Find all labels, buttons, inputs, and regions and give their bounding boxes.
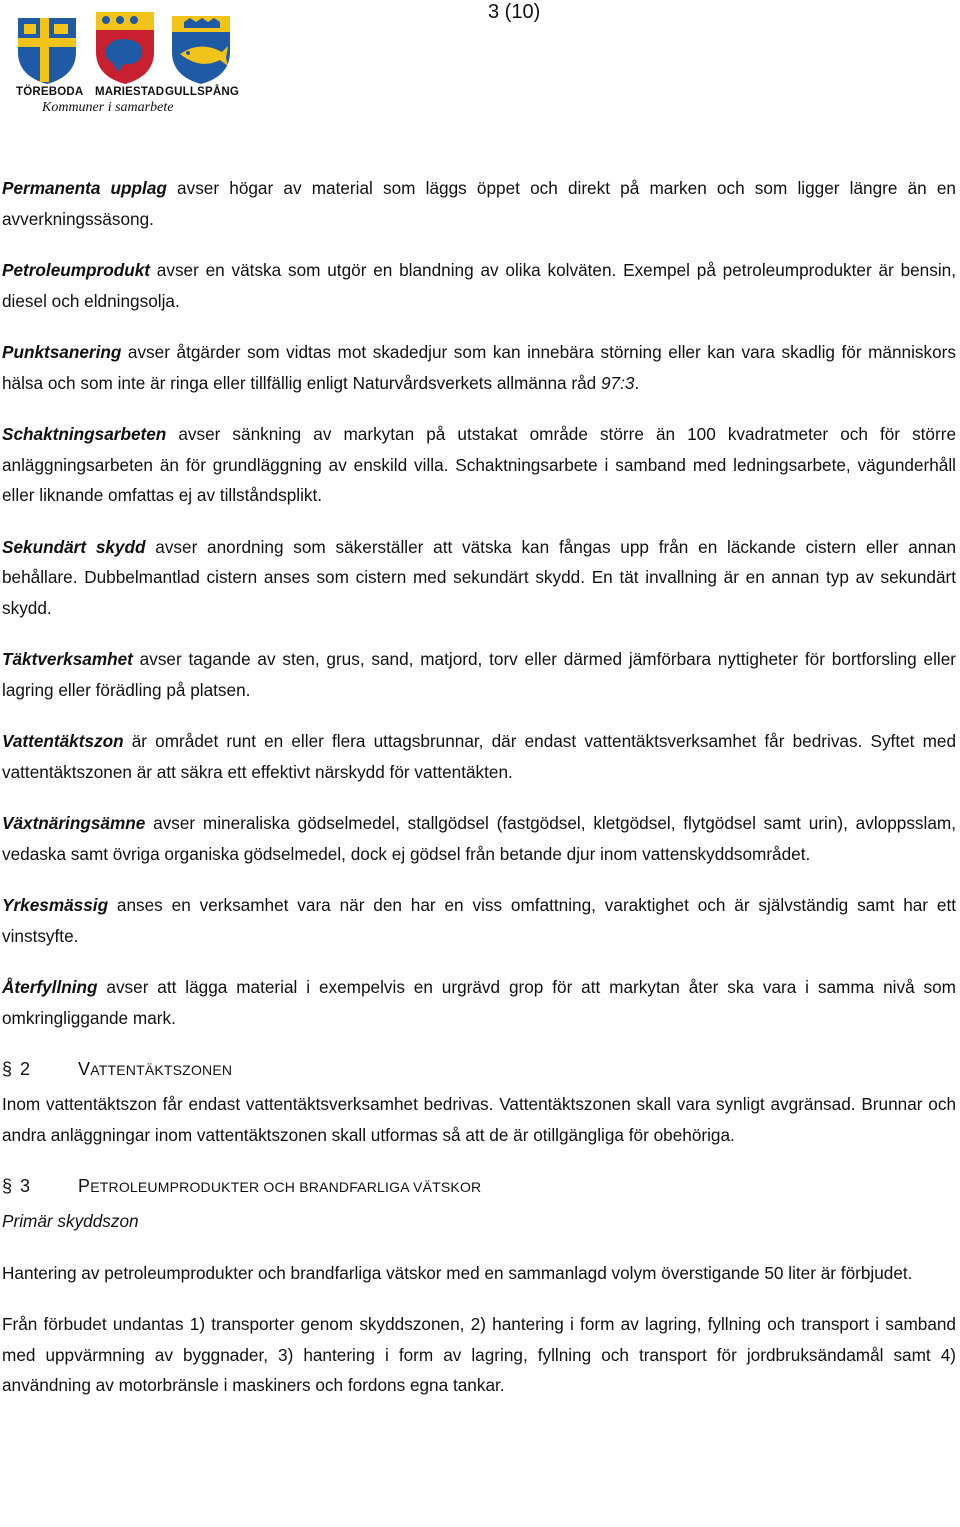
section-number: 2 [20, 1059, 31, 1079]
definition-text: avser tagande av sten, grus, sand, matjord, torv eller därmed jämförbara nyttigheter för bortforsling eller lagring eller förädling på platsen. [2, 649, 956, 700]
definition-petroleumprodukt [2, 255, 956, 316]
definition-term: Vattentäktszon [2, 731, 124, 751]
definition-text: anses en verksamhet vara när den har en viss omfattning, varaktighet och är självständig samt har ett vinstsyfte. [2, 895, 956, 946]
page-number: 3 (10) [488, 1, 541, 23]
section-title-initial: V [78, 1059, 91, 1079]
definition-aterfyllning [2, 972, 956, 1033]
definition-text-end: . [634, 372, 640, 393]
logo-tagline: Kommuner i samarbete [42, 100, 174, 115]
definition-vaxtnaringsamne [2, 808, 956, 869]
section-heading-2 [2, 1054, 956, 1085]
definition-text: avser anordning som säkerställer att vätska kan fångas upp från en läckande cistern eller annan behållare. Dubbelmantlad cistern anses som cistern med sekundärt skydd. En tät invallning är en annan typ av sekundärt skydd. [2, 536, 957, 618]
section-title-rest: ATTENTÄKTSZONEN [90, 1062, 233, 1078]
definition-text: avser åtgärder som vidtas mot skadedjur som kan innebära störning eller kan vara skadlig för människors hälsa och som inte är ringa eller tillfällig enligt Naturvårdsverkets allmänna råd [2, 342, 956, 393]
definition-text: avser högar av material som läggs öppet och direkt på marken och som ligger längre än en avverkningssäsong. [2, 178, 956, 229]
definition-taktverksamhet [2, 644, 956, 705]
definition-text: avser sänkning av markytan på utstakat område större än 100 kvadratmeter och för större anläggningsarbeten än för grundläggning av enskild villa. Schaktningsarbete i samband med ledningsarbete, vägunderhåll eller liknande omfattas ej av tillståndsplikt. [2, 424, 956, 505]
definition-term: Återfyllning [2, 977, 98, 997]
section-title-initial: P [78, 1176, 91, 1196]
section-heading-3 [2, 1171, 956, 1202]
definition-term: Täktverksamhet [2, 649, 133, 669]
document-body [2, 173, 956, 1422]
definition-term: Permanenta upplag [2, 178, 167, 198]
section-3-para-1: Hantering av petroleumprodukter och brandfarliga vätskor med en sammanlagd volym överstigande 50 liter är förbjudet. [2, 1262, 913, 1283]
definition-term: Yrkesmässig [2, 895, 109, 915]
definition-yrkesmassig [2, 890, 956, 951]
section-title-rest: ETROLEUMPRODUKTER OCH BRANDFARLIGA VÄTSKOR [90, 1179, 482, 1195]
section-number: 3 [20, 1176, 31, 1196]
definition-punktsanering [2, 337, 956, 398]
logo-name-toreboda: TÖREBODA [16, 86, 84, 98]
section-2-body: Inom vattentäktszon får endast vattentäktsverksamhet bedrivas. Vattentäktszonen skall vara synligt avgränsad. Brunnar och andra anläggningar inom vattentäktszonen skall utformas så att de är otillgängliga för obehöriga. [2, 1094, 956, 1145]
definition-text: avser mineraliska gödselmedel, stallgödsel (fastgödsel, kletgödsel, flytgödsel samt urin), avloppsslam, vedaska samt övriga organiska gödselmedel, dock ej gödsel från betande djur inom vattenskyddsområdet. [2, 813, 956, 864]
definition-permanenta-upplag [2, 173, 956, 234]
definition-text: avser en vätska som utgör en blandning av olika kolväten. Exempel på petroleumprodukter är bensin, diesel och eldningsolja. [2, 260, 956, 311]
definition-term: Petroleumprodukt [2, 260, 151, 280]
municipal-logo [14, 8, 244, 116]
logo-name-gullspang: GULLSPÅNG [165, 86, 239, 98]
definition-sekundart-skydd [2, 532, 956, 624]
definition-term: Schaktningsarbeten [2, 424, 167, 444]
definition-text: avser att lägga material i exempelvis en urgrävd grop för att markytan åter ska vara i samma nivå som omkringliggande mark. [2, 977, 956, 1028]
paragraph-symbol: § [2, 1059, 13, 1079]
subheading-primar-skyddszon: Primär skyddszon [2, 1211, 139, 1231]
definition-text: är området runt en eller flera uttagsbrunnar, där endast vattentäktsverksamhet får bedrivas. Syftet med vattentäktszonen är att säkra ett effektivt närskydd för vattentäkten. [2, 731, 956, 782]
coat-of-arms-icon [14, 8, 244, 86]
definition-reference: 97:3 [600, 372, 635, 393]
definition-vattentaktszon [2, 726, 956, 787]
definition-term: Sekundärt skydd [2, 536, 146, 557]
logo-name-mariestad: MARIESTAD [95, 86, 165, 98]
definition-term: Växtnäringsämne [2, 813, 146, 833]
definition-schaktningsarbeten [2, 419, 956, 511]
definition-term: Punktsanering [2, 342, 122, 362]
paragraph-symbol: § [2, 1176, 13, 1196]
section-3-para-2: Från förbudet undantas 1) transporter genom skyddszonen, 2) hantering i form av lagring, fyllning och transport i samband med uppvärmning av byggnader, 3) hantering i form av lagring, fyllning och transport för jordbruksändamål samt 4) användning av motorbränsle i maskiners och fordons egna tankar. [2, 1314, 956, 1395]
